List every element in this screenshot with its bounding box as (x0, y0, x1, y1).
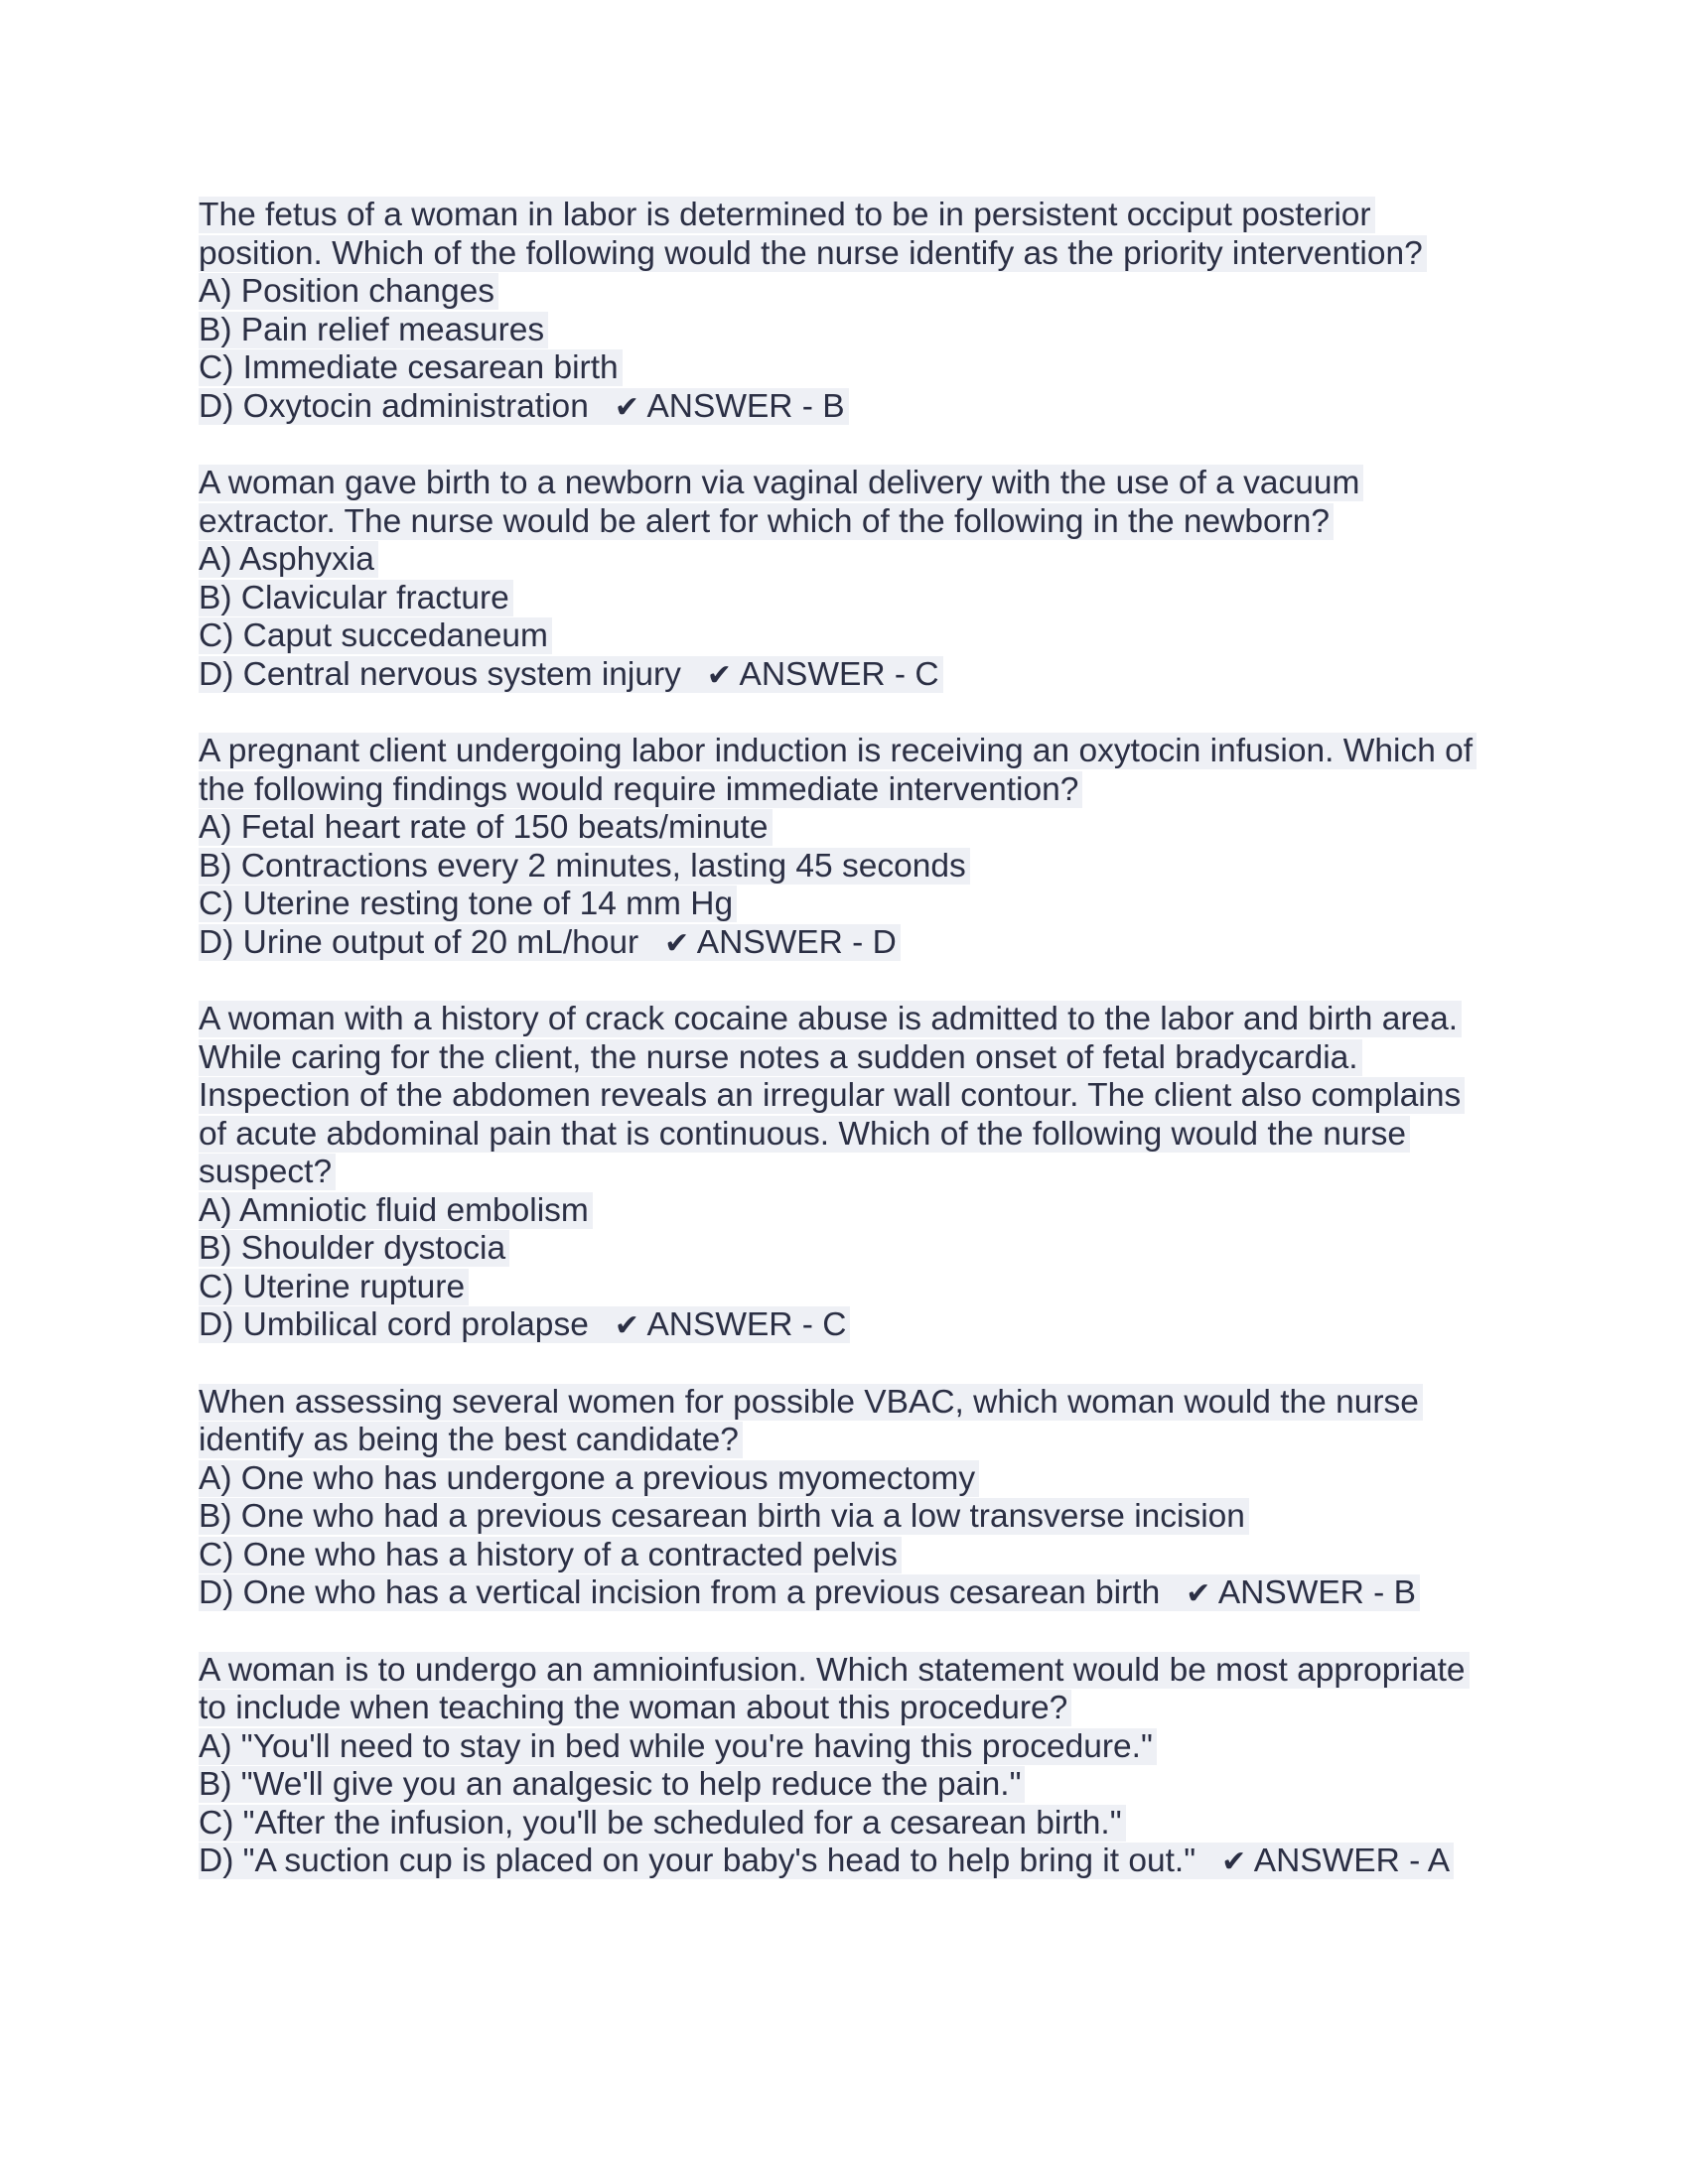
question-2 (199, 465, 1489, 695)
check-mark-icon: ✔ (1186, 1576, 1211, 1611)
option-c: C) Immediate cesarean birth (199, 349, 1489, 388)
document-page (199, 197, 1489, 1920)
answer-key: ✔ ANSWER - B (1186, 1574, 1416, 1611)
check-mark-icon: ✔ (706, 657, 733, 693)
answer-key: ✔ ANSWER - D (664, 923, 897, 961)
question-stem-line: A woman is to undergo an amnioinfusion. Which statement would be most appropriate (199, 1652, 1489, 1691)
question-5 (199, 1384, 1489, 1614)
option-b: B) Contractions every 2 minutes, lasting 45 seconds (199, 848, 1489, 887)
check-mark-icon: ✔ (614, 389, 639, 425)
option-c: C) "After the infusion, you'll be scheduled for a cesarean birth." (199, 1805, 1489, 1843)
answer-key: ✔ ANSWER - C (614, 1306, 847, 1343)
answer-key: ✔ ANSWER - A (1221, 1843, 1451, 1879)
option-a: A) "You'll need to stay in bed while you're having this procedure." (199, 1728, 1489, 1767)
option-b: B) Shoulder dystocia (199, 1230, 1489, 1269)
option-c: C) Uterine resting tone of 14 mm Hg (199, 886, 1489, 924)
option-a: A) Position changes (199, 273, 1489, 312)
option-a: A) Asphyxia (199, 541, 1489, 580)
question-stem-line: A woman gave birth to a newborn via vaginal delivery with the use of a vacuum (199, 465, 1489, 503)
option-b: B) Clavicular fracture (199, 580, 1489, 618)
question-1 (199, 197, 1489, 427)
question-3 (199, 733, 1489, 963)
check-mark-icon: ✔ (664, 925, 690, 961)
option-b: B) "We'll give you an analgesic to help reduce the pain." (199, 1766, 1489, 1805)
option-a: A) One who has undergone a previous myomectomy (199, 1460, 1489, 1499)
question-stem-line: of acute abdominal pain that is continuous. Which of the following would the nurse (199, 1116, 1489, 1155)
check-mark-icon: ✔ (614, 1308, 639, 1343)
question-4 (199, 1001, 1489, 1346)
option-c: C) One who has a history of a contracted pelvis (199, 1537, 1489, 1575)
question-stem-line: extractor. The nurse would be alert for which of the following in the newborn? (199, 503, 1489, 542)
answer-key: ✔ ANSWER - B (614, 387, 845, 425)
question-stem-line: suspect? (199, 1154, 1489, 1192)
option-d: D) "A suction cup is placed on your baby's head to help bring it out." ✔ ANSWER - A (199, 1843, 1489, 1882)
option-d: D) Central nervous system injury ✔ ANSWER - C (199, 656, 1489, 696)
question-stem-line: While caring for the client, the nurse notes a sudden onset of fetal bradycardia. (199, 1039, 1489, 1078)
question-stem-line: A pregnant client undergoing labor induction is receiving an oxytocin infusion. Which of (199, 733, 1489, 771)
question-stem-line: position. Which of the following would the nurse identify as the priority intervention? (199, 235, 1489, 274)
question-stem-line: A woman with a history of crack cocaine abuse is admitted to the labor and birth area. (199, 1001, 1489, 1039)
question-stem-line: the following findings would require immediate intervention? (199, 771, 1489, 810)
option-d: D) Urine output of 20 mL/hour ✔ ANSWER - D (199, 924, 1489, 964)
option-c: C) Uterine rupture (199, 1269, 1489, 1307)
question-stem-line: identify as being the best candidate? (199, 1422, 1489, 1460)
option-d: D) One who has a vertical incision from a previous cesarean birth ✔ ANSWER - B (199, 1574, 1489, 1614)
option-d: D) Umbilical cord prolapse ✔ ANSWER - C (199, 1306, 1489, 1346)
option-a: A) Fetal heart rate of 150 beats/minute (199, 809, 1489, 848)
question-stem-line: to include when teaching the woman about this procedure? (199, 1690, 1489, 1728)
option-a: A) Amniotic fluid embolism (199, 1192, 1489, 1231)
option-b: B) One who had a previous cesarean birth via a low transverse incision (199, 1498, 1489, 1537)
option-d: D) Oxytocin administration ✔ ANSWER - B (199, 388, 1489, 428)
answer-key: ✔ ANSWER - C (706, 655, 939, 693)
option-b: B) Pain relief measures (199, 312, 1489, 350)
question-6 (199, 1652, 1489, 1882)
question-stem-line: The fetus of a woman in labor is determined to be in persistent occiput posterior (199, 197, 1489, 235)
check-mark-icon: ✔ (1221, 1844, 1247, 1879)
question-stem-line: Inspection of the abdomen reveals an irregular wall contour. The client also complains (199, 1077, 1489, 1116)
option-c: C) Caput succedaneum (199, 617, 1489, 656)
question-stem-line: When assessing several women for possible VBAC, which woman would the nurse (199, 1384, 1489, 1423)
